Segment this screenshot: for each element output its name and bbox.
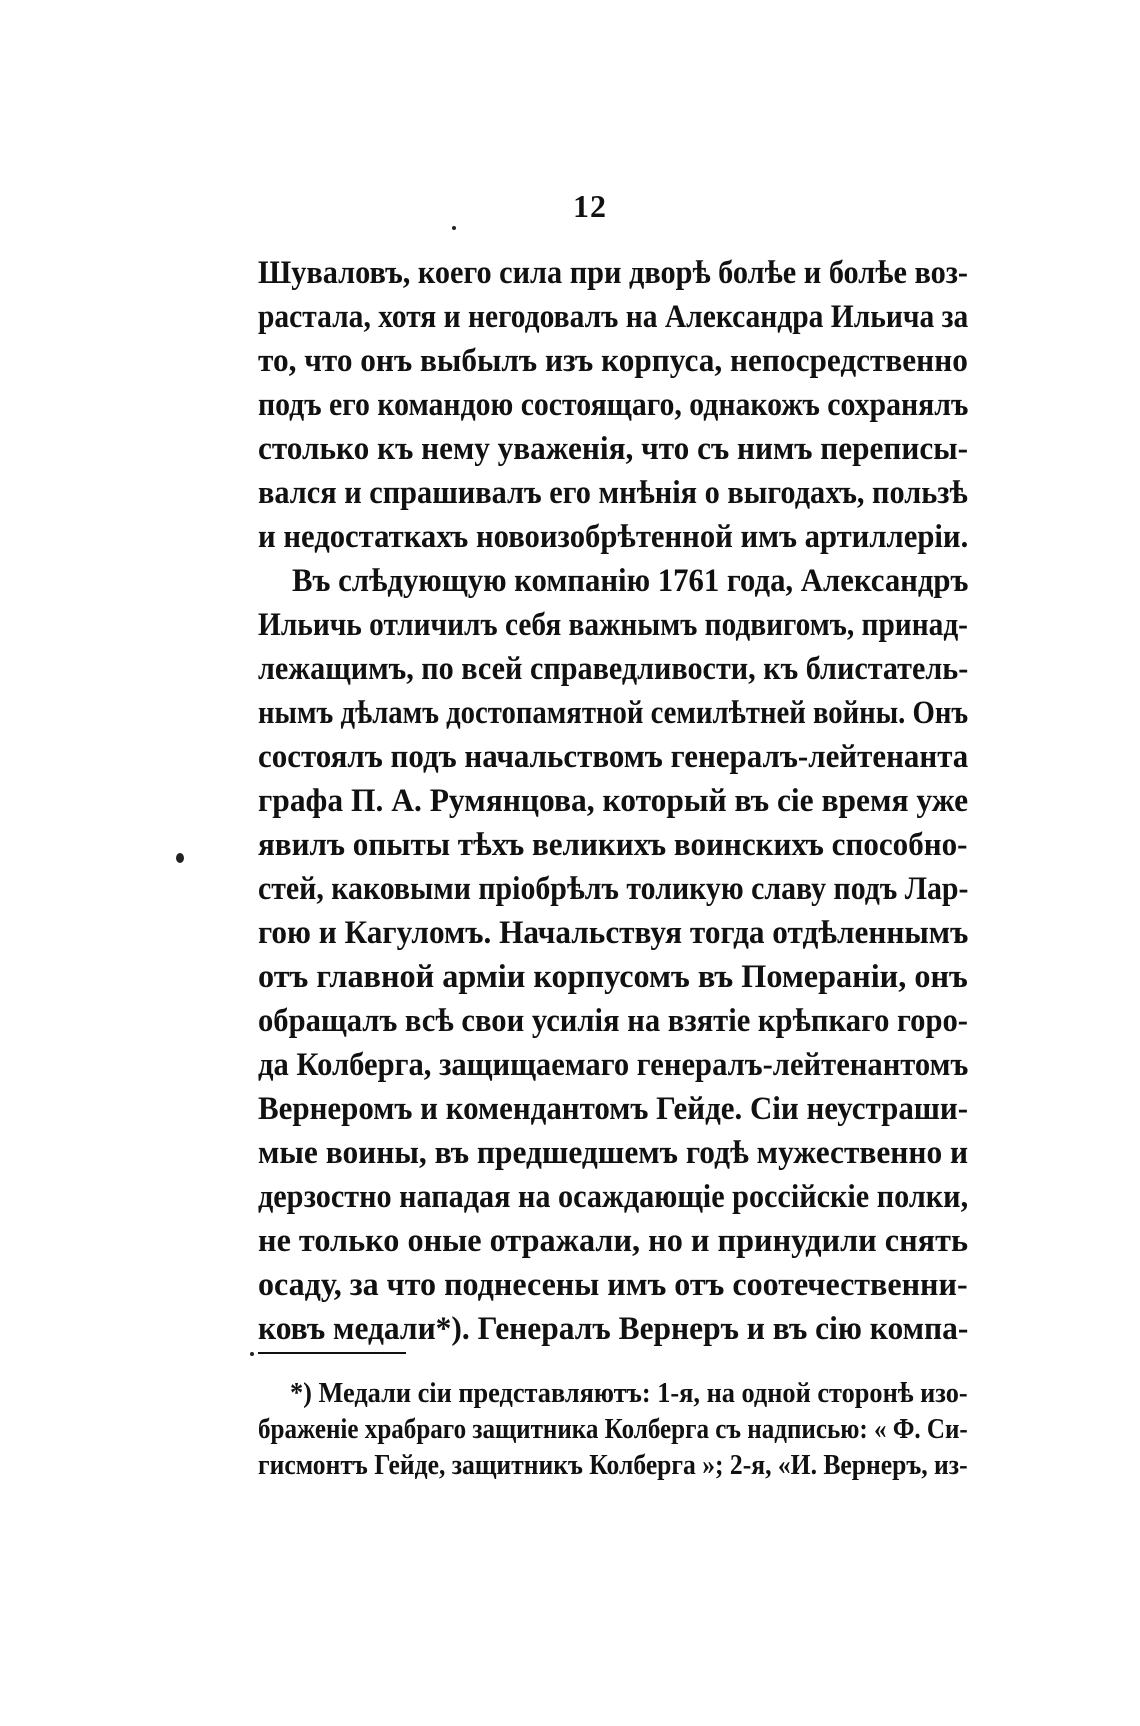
ink-speck (452, 226, 456, 230)
footnote-line: браженіе храбраго защитника Колберга съ надписью: « Ф. Си- (258, 1414, 968, 1445)
body-line: нымъ дѣламъ достопамятной семилѣтней войны. Онъ (258, 695, 969, 731)
body-line: подъ его командою состоящаго, однакожъ сохранялъ (258, 387, 969, 423)
body-line: то, что онъ выбылъ изъ корпуса, непосредственно (258, 343, 968, 379)
body-line: вался и спрашивалъ его мнѣнія о выгодахъ, пользѣ (258, 475, 968, 511)
body-line: гою и Кагуломъ. Начальствуя тогда отдѣленнымъ (258, 915, 969, 951)
body-line: Вернеромъ и комендантомъ Гейде. Сіи неустраши- (258, 1091, 969, 1127)
body-line: дерзостно нападая на осаждающіе россійскіе полки, (258, 1179, 969, 1215)
footnote-rule (258, 1352, 406, 1354)
ink-speck (176, 853, 184, 863)
body-line: мые воины, въ предшедшемъ годѣ мужественно и (258, 1135, 969, 1171)
body-line: явилъ опыты тѣхъ великихъ воинскихъ способно- (258, 827, 968, 863)
body-line: отъ главной арміи корпусомъ въ Помераніи, онъ (258, 959, 968, 995)
body-line: стей, каковыми пріобрѣлъ толикую славу подъ Лар- (258, 871, 969, 907)
body-line: лежащимъ, по всей справедливости, къ блистатель- (258, 651, 969, 687)
footnote-line: *) Медали сіи представляютъ: 1-я, на одной сторонѣ изо- (290, 1378, 968, 1409)
body-line: состоялъ подъ начальствомъ генералъ-лейтенанта (258, 739, 969, 775)
body-line: Ильичь отличилъ себя важнымъ подвигомъ, принад- (258, 607, 968, 643)
body-line: графа П. А. Румянцова, который въ сіе время уже (258, 783, 969, 819)
page-number: 12 (573, 188, 607, 224)
body-line: да Колберга, защищаемаго генералъ-лейтенантомъ (258, 1047, 969, 1083)
body-line: столько къ нему уваженія, что съ нимъ переписы- (258, 431, 969, 467)
body-line: Шуваловъ, коего сила при дворѣ болѣе и болѣе воз- (258, 255, 968, 291)
body-line: и недостаткахъ новоизобрѣтенной имъ артиллеріи. (258, 519, 969, 555)
body-line: ковъ медали*). Генералъ Вернеръ и въ сію компа- (258, 1311, 969, 1347)
body-line: растала, хотя и негодовалъ на Александра Ильича за (258, 299, 969, 335)
body-line: обращалъ всѣ свои усилія на взятіе крѣпкаго горо- (258, 1003, 968, 1039)
body-line: не только оные отражали, но и принудили снять (258, 1223, 968, 1259)
ink-speck (250, 1352, 254, 1356)
body-line: Въ слѣдующую компанію 1761 года, Александръ (292, 563, 969, 599)
body-line: осаду, за что поднесены имъ отъ соотечественни- (258, 1267, 968, 1303)
footnote-line: гисмонтъ Гейде, защитникъ Колберга »; 2-я, «И. Вернеръ, из- (258, 1450, 968, 1481)
